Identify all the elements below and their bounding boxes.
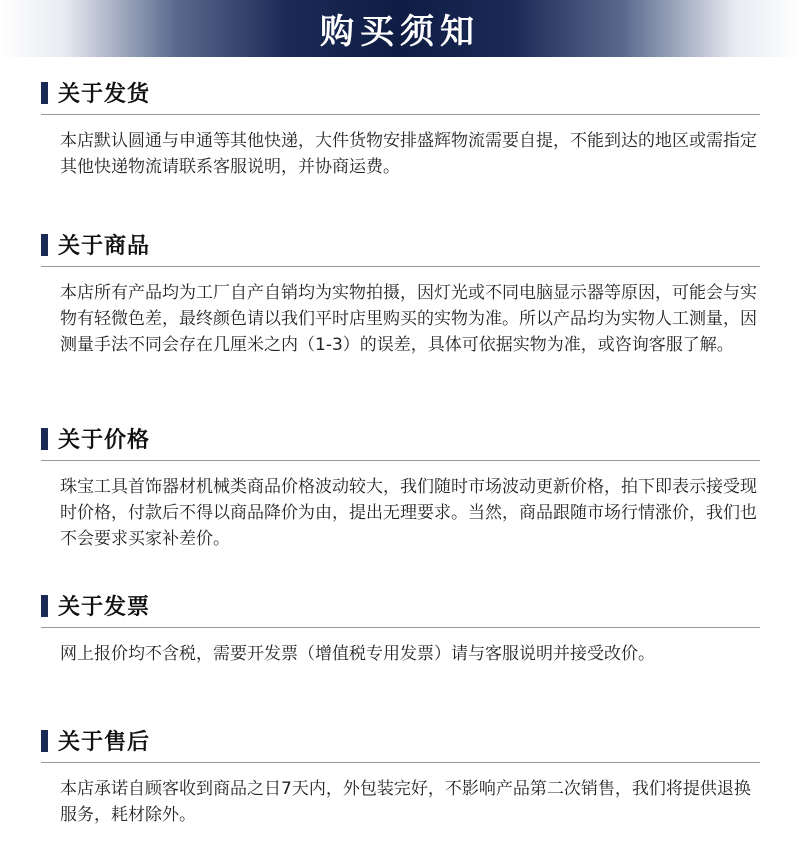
section-shipping [0, 74, 800, 177]
section-divider [41, 762, 760, 763]
section-marker [41, 234, 48, 256]
section-after-sales [0, 722, 800, 825]
section-header [0, 226, 800, 266]
section-divider [41, 266, 760, 267]
section-header [0, 420, 800, 460]
section-text: 本店默认圆通与申通等其他快递，大件货物安排盛辉物流需要自提，不能到达的地区或需指定其他快递物流请联系客服说明，并协商运费。 [60, 131, 757, 177]
section-header [0, 587, 800, 627]
section-pricing [0, 420, 800, 549]
section-title: 关于发货 [58, 82, 151, 107]
section-text: 珠宝工具首饰器材机械类商品价格波动较大，我们随时市场波动更新价格，拍下即表示接受现时价格，付款后不得以商品降价为由，提出无理要求。当然，商品跟随市场行情涨价，我们也不会要求买家补差价。 [60, 477, 757, 549]
header-banner [0, 0, 800, 57]
section-invoice [0, 587, 800, 664]
section-marker [41, 730, 48, 752]
section-marker [41, 428, 48, 450]
section-products [0, 226, 800, 355]
section-divider [41, 114, 760, 115]
page-title: 购买须知 [320, 12, 480, 52]
section-divider [41, 627, 760, 628]
section-title: 关于商品 [58, 234, 151, 259]
section-marker [41, 82, 48, 104]
section-text: 本店承诺自顾客收到商品之日7天内，外包装完好，不影响产品第二次销售，我们将提供退换服务，耗材除外。 [60, 779, 751, 825]
section-title: 关于售后 [58, 730, 151, 755]
section-text: 网上报价均不含税，需要开发票（增值税专用发票）请与客服说明并接受改价。 [60, 644, 655, 664]
section-header [0, 74, 800, 114]
section-text: 本店所有产品均为工厂自产自销均为实物拍摄，因灯光或不同电脑显示器等原因，可能会与实物有轻微色差，最终颜色请以我们平时店里购买的实物为准。所以产品均为实物人工测量，因测量手法不同会存在几厘米之内（1-3）的误差，具体可依据实物为准，或咨询客服了解。 [60, 283, 757, 355]
section-divider [41, 460, 760, 461]
section-header [0, 722, 800, 762]
section-title: 关于发票 [58, 595, 151, 620]
section-marker [41, 595, 48, 617]
section-title: 关于价格 [58, 428, 151, 453]
